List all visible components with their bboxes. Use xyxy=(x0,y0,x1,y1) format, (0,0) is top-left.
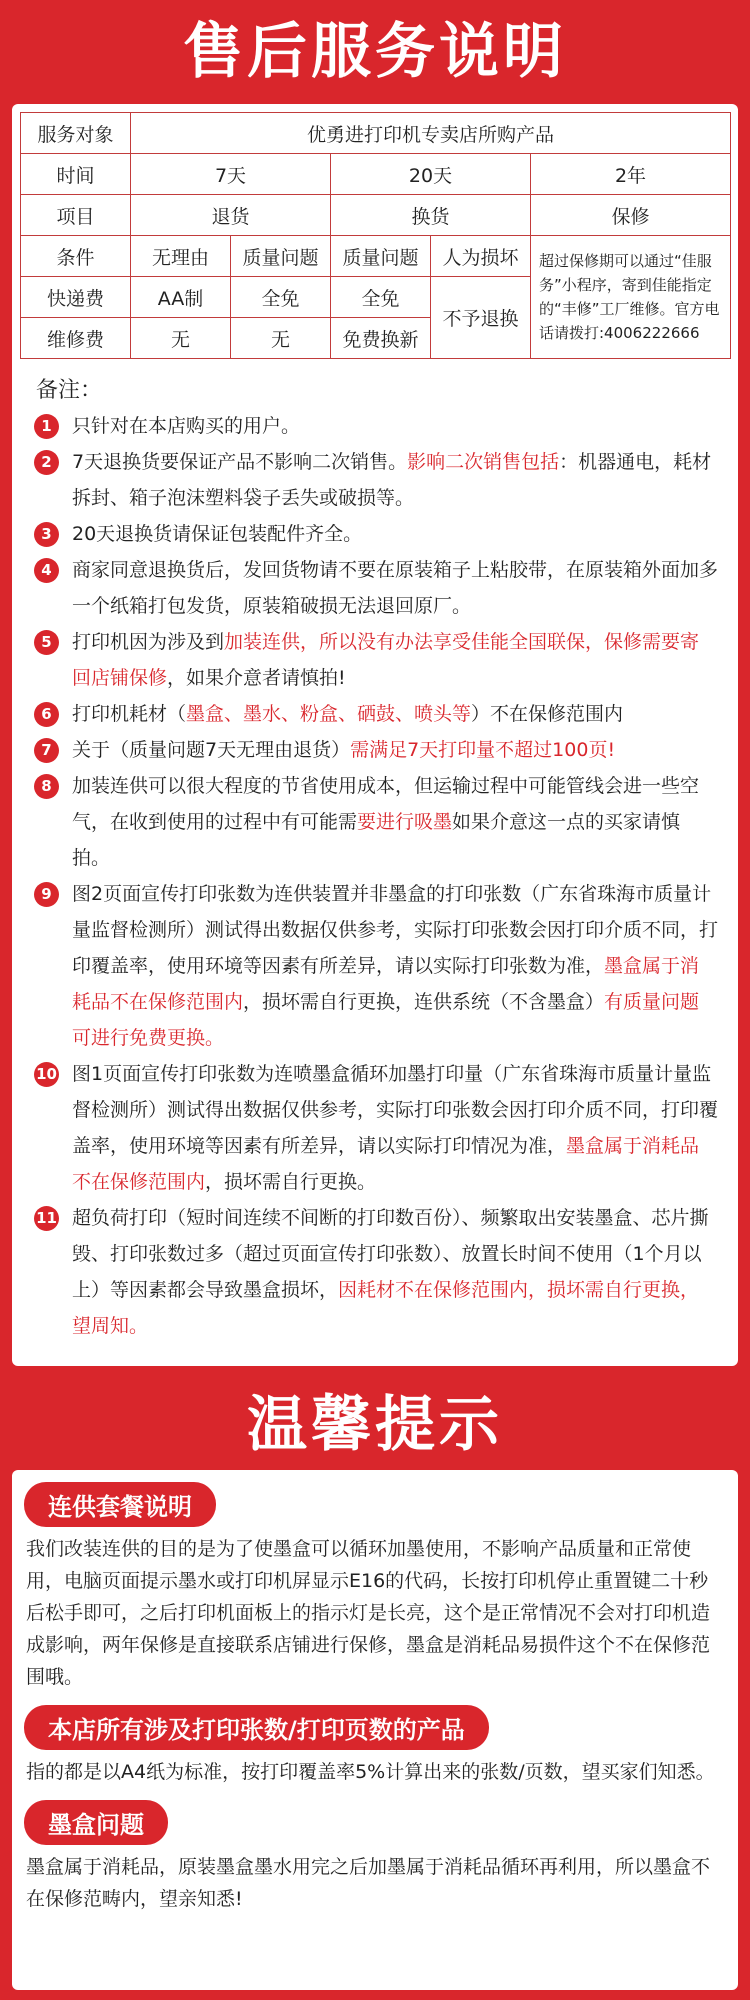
note-text: 加装连供可以很大程度的节省使用成本，但运输过程中可能管线会进一些空气，在收到使用的过程中有可能需 xyxy=(72,775,700,833)
tip-text: 墨盒属于消耗品，原装墨盒墨水用完之后加墨属于消耗品循环再利用，所以墨盒不在保修范畴内，望亲知悉! xyxy=(26,1856,711,1910)
table-cell: 无理由 xyxy=(131,236,231,277)
table-row xyxy=(21,113,731,154)
table-cell: 无 xyxy=(231,318,331,359)
table-cell: 人为损坏 xyxy=(431,236,531,277)
table-row xyxy=(21,236,731,277)
note-highlight: 墨盒、墨水、粉盒、硒鼓、喷头等 xyxy=(186,703,472,725)
table-cell: 退货 xyxy=(131,195,331,236)
table-cell: 条件 xyxy=(21,236,131,277)
note-number-badge: 5 xyxy=(34,630,59,655)
note-number-badge: 4 xyxy=(34,558,59,583)
note-number-badge: 7 xyxy=(34,738,59,763)
note-text: 20天退换货请保证包装配件齐全。 xyxy=(72,523,363,545)
note-text: 商家同意退换货后，发回货物请不要在原装箱子上粘胶带，在原装箱外面加多一个纸箱打包发货，原装箱破损无法退回原厂。 xyxy=(72,559,719,617)
note-highlight: 因耗材不在保修范围内，损坏需自行更换，望周知。 xyxy=(72,1279,700,1337)
note-item xyxy=(12,516,738,552)
note-number-badge: 1 xyxy=(34,414,59,439)
table-cell: 7天 xyxy=(131,154,331,195)
note-number-badge: 11 xyxy=(34,1206,59,1231)
note-text: ：机器通电，耗材拆封、箱子泡沫塑料袋子丢失或破损等。 xyxy=(72,451,712,509)
note-highlight: 有质量问题可进行免费更换。 xyxy=(72,991,700,1049)
table-cell: 无 xyxy=(131,318,231,359)
table-cell: 维修费 xyxy=(21,318,131,359)
table-cell: AA制 xyxy=(131,277,231,318)
table-cell: 全免 xyxy=(231,277,331,318)
note-text: 7天退换货要保证产品不影响二次销售。 xyxy=(72,451,408,473)
note-text: 关于（质量问题7天无理由退货） xyxy=(72,739,351,761)
note-highlight: 加装连供，所以没有办法享受佳能全国联保，保修需要寄回店铺保修 xyxy=(72,631,700,689)
warranty-note: 超过保修期可以通过“佳服务”小程序，寄到佳能指定的“丰修”工厂维修。官方电话请拨打:4006222666 xyxy=(531,236,731,359)
table-cell: 质量问题 xyxy=(331,236,431,277)
note-number-badge: 8 xyxy=(34,774,59,799)
note-highlight: 需满足7天打印量不超过100页! xyxy=(350,739,616,761)
table-cell: 全免 xyxy=(331,277,431,318)
note-item xyxy=(12,1056,738,1200)
note-text: 打印机耗材（ xyxy=(72,703,187,725)
note-item xyxy=(12,876,738,1056)
tip-label: 墨盒问题 xyxy=(24,1800,168,1845)
note-number-badge: 2 xyxy=(34,450,59,475)
note-highlight: 墨盒属于消耗品不在保修范围内 xyxy=(72,1135,700,1193)
note-text: ，损坏需自行更换，连供系统（不含墨盒） xyxy=(243,991,605,1013)
note-number-badge: 6 xyxy=(34,702,59,727)
table-cell: 时间 xyxy=(21,154,131,195)
note-item xyxy=(12,1200,738,1344)
note-highlight: 墨盒属于消耗品不在保修范围内 xyxy=(72,955,700,1013)
note-text: 只针对在本店购买的用户。 xyxy=(72,415,301,437)
table-row xyxy=(21,154,731,195)
table-cell: 免费换新 xyxy=(331,318,431,359)
note-item xyxy=(12,624,738,696)
table-cell: 质量问题 xyxy=(231,236,331,277)
note-number-badge: 3 xyxy=(34,522,59,547)
note-highlight: 要进行吸墨 xyxy=(357,811,453,833)
service-table xyxy=(20,112,731,359)
table-cell: 换货 xyxy=(331,195,531,236)
tips-title: 温馨提示 xyxy=(247,1390,503,1460)
table-row xyxy=(21,195,731,236)
note-item xyxy=(12,552,738,624)
note-text: 如果介意这一点的买家请慎拍。 xyxy=(72,811,681,869)
table-cell: 20天 xyxy=(331,154,531,195)
note-item xyxy=(12,696,738,732)
tip-label: 本店所有涉及打印张数/打印页数的产品 xyxy=(24,1705,489,1750)
table-cell: 不予退换 xyxy=(431,277,531,359)
note-item xyxy=(12,408,738,444)
table-cell: 2年 xyxy=(531,154,731,195)
note-text: ，损坏需自行更换。 xyxy=(205,1171,377,1193)
table-cell: 优勇进打印机专卖店所购产品 xyxy=(131,113,731,154)
tip-text: 我们改装连供的目的是为了使墨盒可以循环加墨使用，不影响产品质量和正常使用，电脑页面提示墨水或打印机屏显示E16的代码，长按打印机停止重置键二十秒后松手即可，之后打印机面板上的指示灯是长亮，这个是正常情况不会对打印机造成影响，两年保修是直接联系店铺进行保修，墨盒是消耗品易损件这个不在保修范围哦。 xyxy=(26,1538,711,1688)
note-text: 图1页面宣传打印张数为连喷墨盒循环加墨打印量（广东省珠海市质量计量监督检测所）测试得出数据仅供参考，实际打印张数会因打印介质不同，打印覆盖率，使用环境等因素有所差异，请以实际打印情况为准， xyxy=(72,1063,719,1157)
note-item xyxy=(12,444,738,516)
note-highlight: 影响二次销售包括 xyxy=(407,451,560,473)
notes-title: 备注： xyxy=(36,378,103,403)
table-cell: 保修 xyxy=(531,195,731,236)
note-item xyxy=(12,768,738,876)
note-text: 超负荷打印（短时间连续不间断的打印数百份）、频繁取出安装墨盒、芯片撕毁、打印张数过多（超过页面宣传打印张数）、放置长时间不使用（1个月以上）等因素都会导致墨盒损坏， xyxy=(72,1207,709,1301)
table-cell: 项目 xyxy=(21,195,131,236)
table-cell: 服务对象 xyxy=(21,113,131,154)
note-item xyxy=(12,732,738,768)
note-number-badge: 10 xyxy=(34,1062,59,1087)
note-text: 图2页面宣传打印张数为连供装置并非墨盒的打印张数（广东省珠海市质量计量监督检测所）测试得出数据仅供参考，实际打印张数会因打印介质不同，打印覆盖率，使用环境等因素有所差异，请以实际打印张数为准， xyxy=(72,883,719,977)
tip-label: 连供套餐说明 xyxy=(24,1482,216,1527)
page-title: 售后服务说明 xyxy=(183,17,567,87)
note-text: ，如果介意者请慎拍! xyxy=(167,667,346,689)
note-number-badge: 9 xyxy=(34,882,59,907)
after-sales-card xyxy=(12,104,738,1366)
note-text: ）不在保修范围内 xyxy=(471,703,624,725)
table-cell: 快递费 xyxy=(21,277,131,318)
note-text: 打印机因为涉及到 xyxy=(72,631,225,653)
tip-text: 指的都是以A4纸为标准，按打印覆盖率5%计算出来的张数/页数，望买家们知悉。 xyxy=(26,1761,715,1783)
tips-card xyxy=(12,1470,738,1990)
